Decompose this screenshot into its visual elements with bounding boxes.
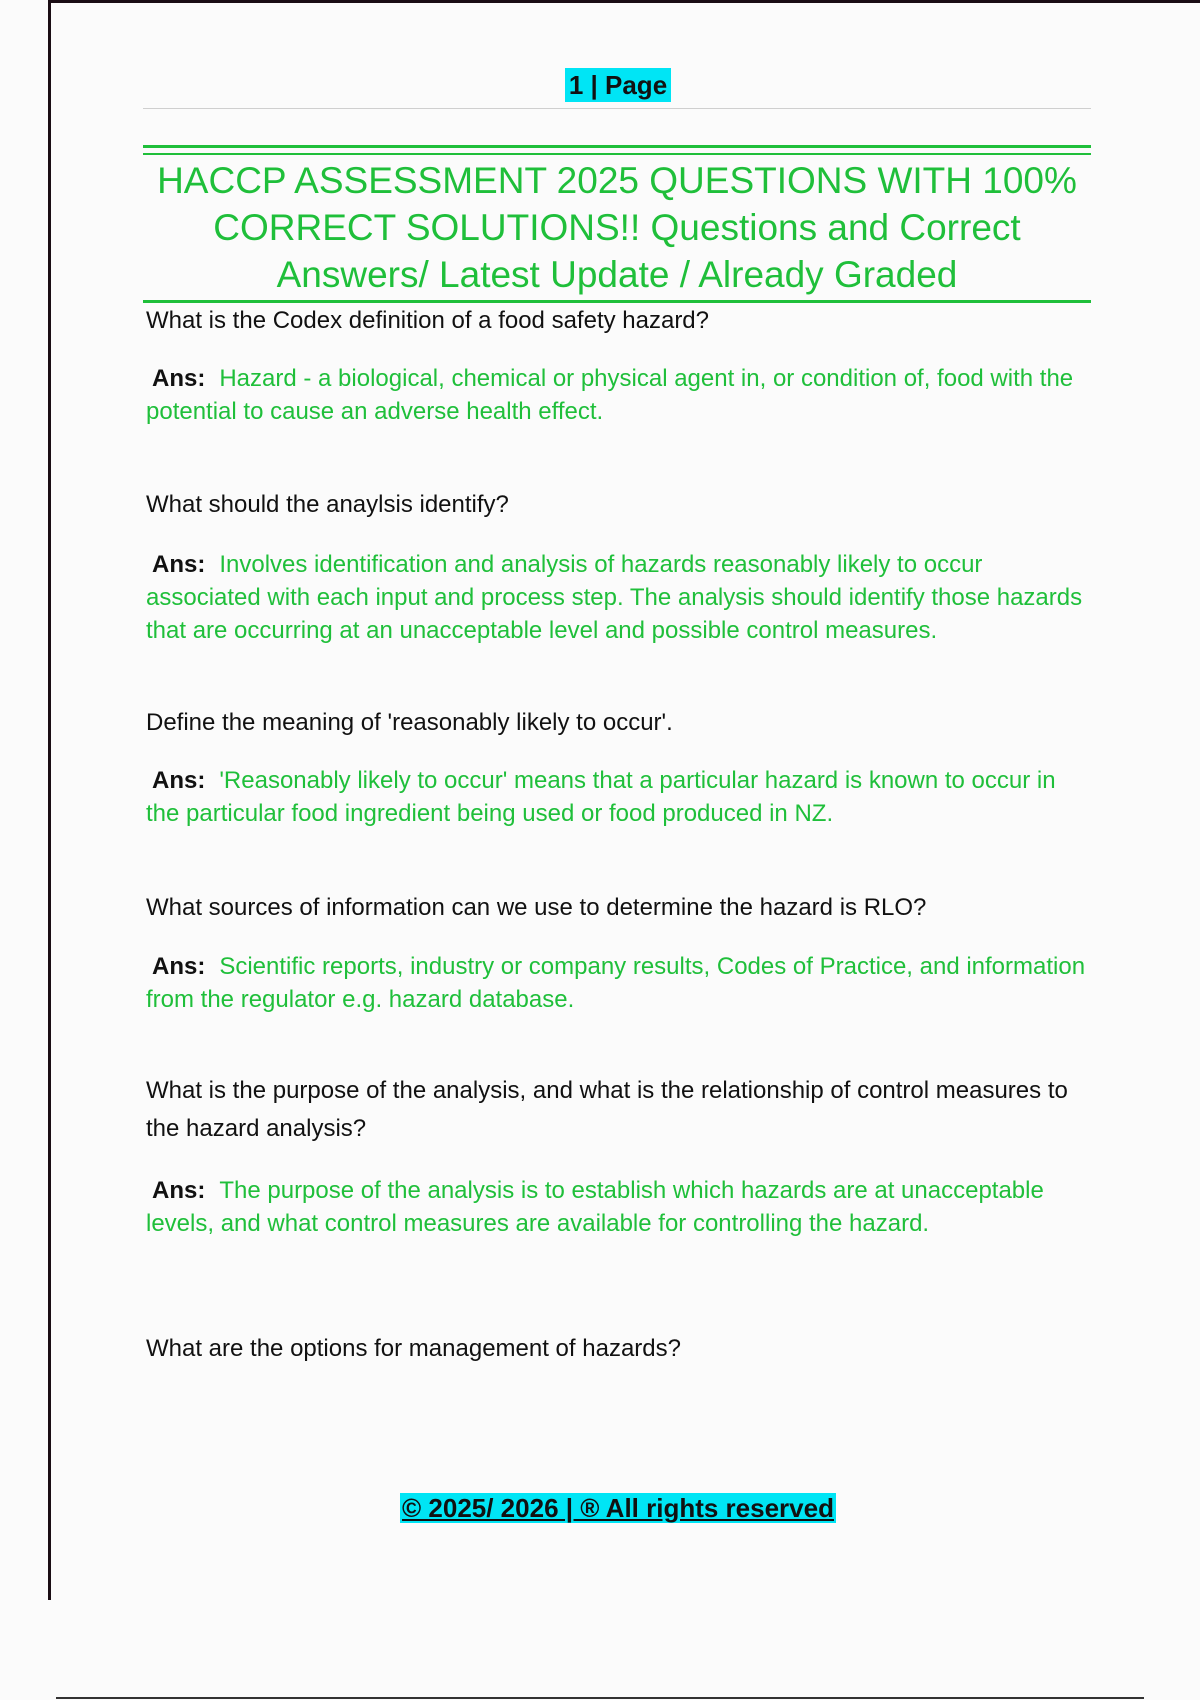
answer-text: Involves identification and analysis of hazards reasonably likely to occur associated with each input and process step. The analysis should identify those hazards that are occurring at an unacceptable level and possible control measures. [146, 551, 1083, 644]
answer-label: Ans: [152, 551, 206, 578]
title-line-1: HACCP ASSESSMENT 2025 QUESTIONS WITH 100% [157, 160, 1077, 201]
page-number-label: 1 | Page [565, 68, 671, 102]
answer-1 [146, 362, 1091, 428]
answer-4 [146, 950, 1091, 1016]
question-1: What is the Codex definition of a food safety hazard? [146, 307, 710, 334]
top-border [48, 0, 1200, 3]
left-border [48, 0, 51, 1600]
title-rule-top [143, 145, 1091, 148]
answer-label: Ans: [152, 365, 206, 392]
question-2: What should the anaylsis identify? [146, 491, 509, 518]
page-header [0, 70, 1200, 101]
answer-label: Ans: [152, 767, 206, 794]
answer-text: Scientific reports, industry or company results, Codes of Practice, and information from the regulator e.g. hazard database. [146, 953, 1086, 1013]
answer-text: The purpose of the analysis is to establish which hazards are at unacceptable levels, and what control measures are available for controlling the hazard. [146, 1177, 1044, 1237]
question-4: What sources of information can we use to determine the hazard is RLO? [146, 894, 927, 921]
answer-label: Ans: [152, 1177, 206, 1204]
question-6: What are the options for management of hazards? [146, 1335, 681, 1362]
title-rule-top-inner [143, 153, 1091, 155]
document-title [143, 157, 1091, 298]
header-divider [143, 108, 1091, 109]
page-footer [0, 1493, 1200, 1524]
title-line-2: CORRECT SOLUTIONS!! Questions and Correct [213, 207, 1021, 248]
copyright-notice: © 2025/ 2026 | ® All rights reserved [402, 1493, 834, 1523]
question-5: What is the purpose of the analysis, and what is the relationship of control measures to the hazard analysis? [146, 1077, 1068, 1142]
title-line-3: Answers/ Latest Update / Already Graded [276, 254, 958, 295]
bottom-divider [56, 1697, 1144, 1699]
answer-3 [146, 764, 1091, 830]
answer-text: 'Reasonably likely to occur' means that a particular hazard is known to occur in the particular food ingredient being used or food produced in NZ. [146, 767, 1056, 827]
answer-2 [146, 548, 1091, 647]
question-3: Define the meaning of 'reasonably likely to occur'. [146, 709, 673, 736]
answer-label: Ans: [152, 953, 206, 980]
answer-text: Hazard - a biological, chemical or physical agent in, or condition of, food with the potential to cause an adverse health effect. [146, 365, 1074, 425]
answer-5 [146, 1174, 1091, 1240]
